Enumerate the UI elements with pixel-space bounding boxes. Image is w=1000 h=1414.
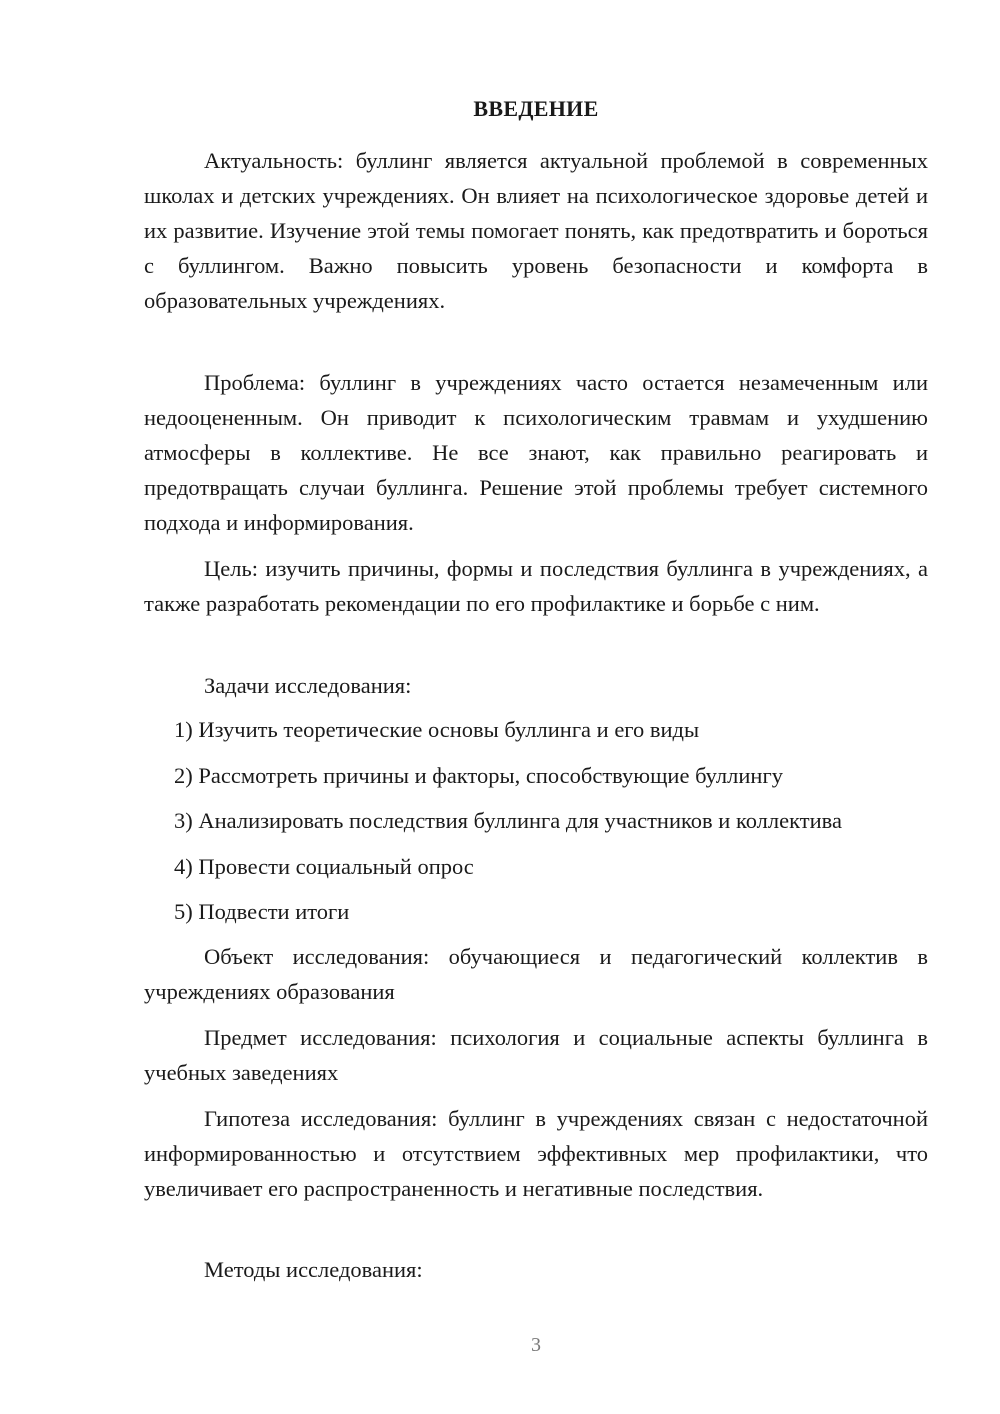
paragraph-problem: Проблема: буллинг в учреждениях часто остается незамеченным или недооцененным. Он приводит к психологическим травмам и ухудшению атмосферы в коллективе. Не все знают, как правильно реагировать и предотвращать случаи буллинга. Решение этой проблемы требует системного подхода и информирования. (144, 370, 928, 535)
paragraph-hypothesis: Гипотеза исследования: буллинг в учреждениях связан с недостаточной информированностью и отсутствием эффективных мер профилактики, что увеличивает его распространенность и негативные последствия. (144, 1106, 928, 1201)
paragraph-goal: Цель: изучить причины, формы и последствия буллинга в учреждениях, а также разработать рекомендации по его профилактике и борьбе с ним. (144, 556, 928, 616)
methods-title: Методы исследования: (204, 1257, 423, 1282)
task-item-1: 1) Изучить теоретические основы буллинга и его виды (174, 717, 700, 742)
paragraph-relevance: Актуальность: буллинг является актуальной проблемой в современных школах и детских учреждениях. Он влияет на психологическое здоровье детей и их развитие. Изучение этой темы помогает понять, как предотвратить и бороться с буллингом. Важно повысить уровень безопасности и комфорта в образовательных учреждениях. (144, 148, 928, 313)
paragraph-object: Объект исследования: обучающиеся и педагогический коллектив в учреждениях образования (144, 944, 928, 1004)
section-heading: ВВЕДЕНИЕ (473, 96, 599, 121)
task-item-4: 4) Провести социальный опрос (174, 854, 474, 879)
task-item-3: 3) Анализировать последствия буллинга для участников и коллектива (174, 808, 842, 833)
task-item-5: 5) Подвести итоги (174, 899, 350, 924)
page-number: 3 (531, 1334, 541, 1356)
task-item-2: 2) Рассмотреть причины и факторы, способствующие буллингу (174, 763, 783, 788)
tasks-title: Задачи исследования: (204, 673, 412, 698)
paragraph-subject: Предмет исследования: психология и социальные аспекты буллинга в учебных заведениях (144, 1025, 928, 1085)
